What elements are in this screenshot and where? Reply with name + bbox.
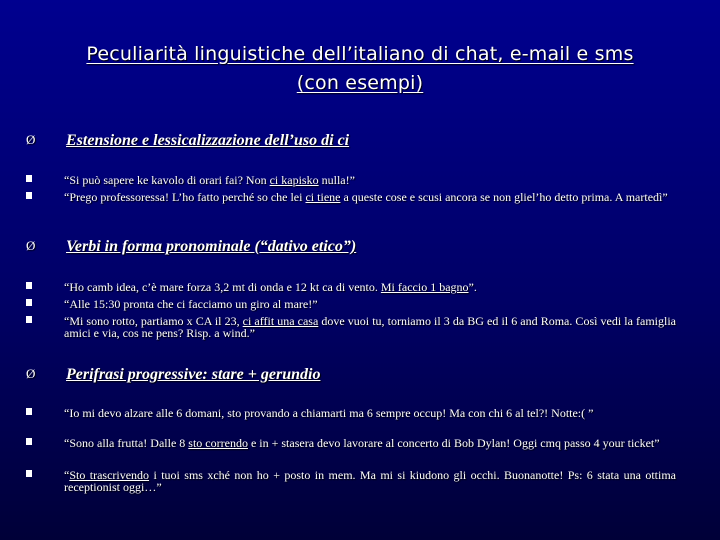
arrow-bullet-icon: Ø — [26, 238, 36, 253]
section-heading-dativo-etico: Ø Verbi in forma pronominale (“dativo etico”) — [26, 238, 357, 255]
list-item: “Prego professoressa! L’ho fatto perché so che lei ci tiene a queste cose e scusi ancora se non gliel’ho detto prima. A martedì” — [26, 191, 676, 203]
square-bullet-icon — [26, 316, 32, 323]
list-item: “Sono alla frutta! Dalle 8 sto correndo e in + stasera devo lavorare al concerto di Bob Dylan! Oggi cmq passo 4 your ticket” — [26, 437, 676, 449]
square-bullet-icon — [26, 299, 32, 306]
list-item: “Io mi devo alzare alle 6 domani, sto provando a chiamarti ma 6 sempre occup! Ma con chi 6 al tel?! Notte:( ” — [26, 407, 676, 419]
title-line-2: (con esempi) — [296, 72, 424, 94]
square-bullet-icon — [26, 282, 32, 289]
square-bullet-icon — [26, 192, 32, 199]
square-bullet-icon — [26, 438, 32, 445]
square-bullet-icon — [26, 470, 32, 477]
section-heading-ci: Ø Estensione e lessicalizzazione dell’uso di ci — [26, 132, 350, 149]
title-line-1: Peculiarità linguistiche dell’italiano di chat, e-mail e sms — [86, 43, 634, 65]
arrow-bullet-icon: Ø — [26, 366, 36, 381]
list-item: “Si può sapere ke kavolo di orari fai? Non ci kapisko nulla!” — [26, 174, 676, 186]
square-bullet-icon — [26, 408, 32, 415]
square-bullet-icon — [26, 175, 32, 182]
section-heading-perifrasi: Ø Perifrasi progressive: stare + gerundio — [26, 366, 321, 383]
list-item: “Alle 15:30 pronta che ci facciamo un giro al mare!” — [26, 298, 676, 310]
slide-title — [40, 40, 680, 98]
arrow-bullet-icon: Ø — [26, 132, 36, 147]
list-item: “Mi sono rotto, partiamo x CA il 23, ci affit una casa dove vuoi tu, torniamo il 3 da BG ed il 6 and Roma. Così vedi la famiglia amici e via, cos ne pens? Risp. a wind.” — [26, 315, 676, 339]
list-item: “Sto trascrivendo i tuoi sms xché non ho + posto in mem. Ma mi si kiudono gli occhi. Buonanotte! Ps: 6 stata una ottima receptionist oggi…” — [26, 469, 676, 493]
list-item: “Ho camb idea, c’è mare forza 3,2 mt di onda e 12 kt ca di vento. Mi faccio 1 bagno”. — [26, 281, 676, 293]
